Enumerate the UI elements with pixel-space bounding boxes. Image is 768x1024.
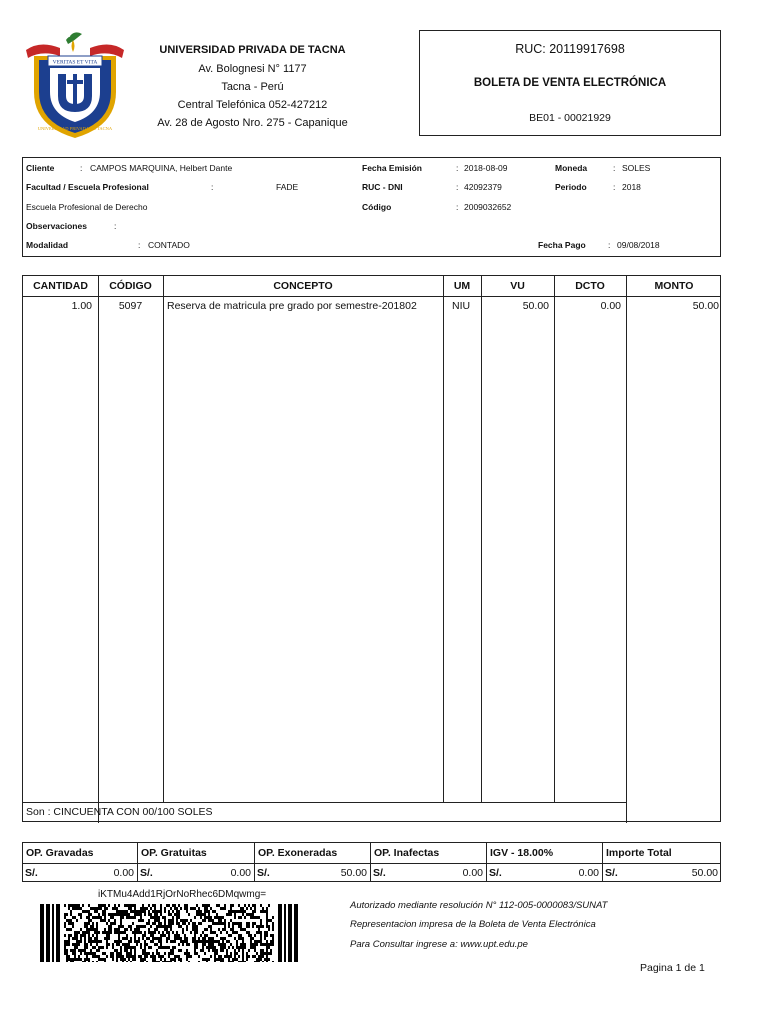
header-cantidad: CANTIDAD xyxy=(33,280,88,292)
observaciones-label: Observaciones xyxy=(26,221,87,231)
colon: : xyxy=(456,202,459,212)
authorization-note: Autorizado mediante resolución N° 112-005-0000083/SUNAT xyxy=(350,900,608,911)
svg-text:UNIVERSIDAD PRIVADA DE TACNA: UNIVERSIDAD PRIVADA DE TACNA xyxy=(37,126,113,131)
column-divider xyxy=(481,276,482,802)
colon: : xyxy=(608,240,611,250)
ruc-box xyxy=(419,30,721,136)
ruc-dni-value: 42092379 xyxy=(464,182,502,192)
currency-symbol: S/. xyxy=(373,867,386,879)
ruc-number: RUC: 20119917698 xyxy=(515,42,625,56)
column-divider xyxy=(98,276,99,823)
op-gratuitas-value: 0.00 xyxy=(230,867,251,879)
currency-symbol: S/. xyxy=(25,867,38,879)
igv-label: IGV - 18.00% xyxy=(490,847,554,859)
colon: : xyxy=(613,163,616,173)
colon: : xyxy=(211,182,214,192)
modalidad-label: Modalidad xyxy=(26,240,69,250)
colon: : xyxy=(456,163,459,173)
cell-vu: 50.00 xyxy=(522,300,549,312)
colon: : xyxy=(80,163,83,173)
header-codigo: CÓDIGO xyxy=(109,280,152,292)
facultad-label: Facultad / Escuela Profesional xyxy=(26,182,149,192)
column-divider xyxy=(163,276,164,802)
currency-symbol: S/. xyxy=(489,867,502,879)
moneda-label: Moneda xyxy=(555,163,588,173)
header-dcto: DCTO xyxy=(575,280,605,292)
cell-concepto: Reserva de matricula pre grado por semestre-201802 xyxy=(167,300,417,312)
customer-info-box xyxy=(22,157,721,257)
detail-table xyxy=(22,275,721,822)
colon: : xyxy=(114,221,117,231)
codigo-value: 2009032652 xyxy=(464,202,512,212)
periodo-label: Periodo xyxy=(555,182,587,192)
issuer-phone: Central Telefónica 052-427212 xyxy=(177,99,328,111)
cliente-label: Cliente xyxy=(26,163,55,173)
op-gravadas-label: OP. Gravadas xyxy=(26,847,94,859)
op-exoneradas-value: 50.00 xyxy=(340,867,367,879)
page-number: Pagina 1 de 1 xyxy=(640,962,705,974)
column-divider xyxy=(626,276,627,823)
column-divider xyxy=(443,276,444,802)
op-exoneradas-label: OP. Exoneradas xyxy=(258,847,338,859)
op-inafectas-label: OP. Inafectas xyxy=(374,847,440,859)
escuela-value: Escuela Profesional de Derecho xyxy=(26,202,148,212)
document-number: BE01 - 00021929 xyxy=(529,112,611,124)
cell-um: NIU xyxy=(452,300,471,312)
periodo-value: 2018 xyxy=(622,182,641,192)
column-divider xyxy=(554,276,555,802)
colon: : xyxy=(138,240,141,250)
cell-cantidad: 1.00 xyxy=(71,300,92,312)
cell-dcto: 0.00 xyxy=(600,300,621,312)
importe-total-value: 50.00 xyxy=(691,867,718,879)
university-logo xyxy=(20,30,130,142)
issuer-name: UNIVERSIDAD PRIVADA DE TACNA xyxy=(159,44,346,56)
moneda-value: SOLES xyxy=(622,163,651,173)
importe-total-label: Importe Total xyxy=(606,847,672,859)
header-monto: MONTO xyxy=(654,280,694,292)
issuer-address-2: Av. 28 de Agosto Nro. 275 - Capanique xyxy=(157,117,348,129)
svg-text:VERITAS ET VITA: VERITAS ET VITA xyxy=(52,59,98,66)
header-concepto: CONCEPTO xyxy=(273,280,333,292)
op-gravadas-value: 0.00 xyxy=(113,867,134,879)
codigo-label: Código xyxy=(362,202,392,212)
fecha-pago-label: Fecha Pago xyxy=(538,240,586,250)
modalidad-value: CONTADO xyxy=(148,240,190,250)
op-gratuitas-label: OP. Gratuitas xyxy=(141,847,207,859)
igv-value: 0.00 xyxy=(578,867,599,879)
issuer-city: Tacna - Perú xyxy=(221,81,284,93)
cliente-value: CAMPOS MARQUINA, Helbert Dante xyxy=(90,163,233,173)
cell-codigo: 5097 xyxy=(118,300,143,312)
consult-note: Para Consultar ingrese a: www.upt.edu.pe xyxy=(350,939,528,950)
representation-note: Representacion impresa de la Boleta de Venta Electrónica xyxy=(350,919,596,930)
amount-in-words: Son : CINCUENTA CON 00/100 SOLES xyxy=(26,806,213,818)
fecha-emision-value: 2018-08-09 xyxy=(464,163,508,173)
colon: : xyxy=(456,182,459,192)
colon: : xyxy=(613,182,616,192)
fecha-emision-label: Fecha Emisión xyxy=(362,163,422,173)
son-divider xyxy=(23,802,626,803)
ruc-dni-label: RUC - DNI xyxy=(362,182,403,192)
header-divider xyxy=(23,296,720,297)
totals-table xyxy=(22,842,721,882)
currency-symbol: S/. xyxy=(140,867,153,879)
issuer-address: Av. Bolognesi N° 1177 xyxy=(198,63,307,75)
cell-monto: 50.00 xyxy=(692,300,719,312)
header-um: UM xyxy=(453,280,471,292)
op-inafectas-value: 0.00 xyxy=(462,867,483,879)
facultad-value: FADE xyxy=(276,182,299,192)
header-vu: VU xyxy=(510,280,525,292)
document-type: BOLETA DE VENTA ELECTRÓNICA xyxy=(473,77,667,89)
currency-symbol: S/. xyxy=(605,867,618,879)
currency-symbol: S/. xyxy=(257,867,270,879)
pdf417-barcode xyxy=(40,904,298,962)
digest-hash: iKTMu4Add1RjOrNoRhec6DMqwmg= xyxy=(98,889,267,900)
fecha-pago-value: 09/08/2018 xyxy=(617,240,660,250)
